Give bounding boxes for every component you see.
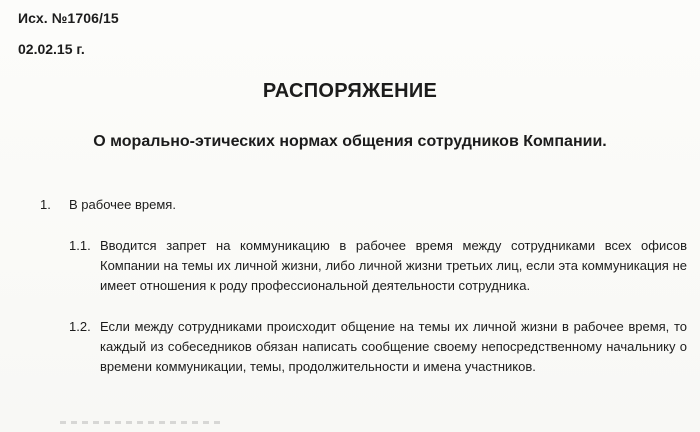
outgoing-ref-number: Исх. №1706/15 [18,10,119,26]
section-item-1-1 [69,236,687,296]
section-item-1-2-number: 1.2. [69,319,91,334]
section-item-1-2-text: Если между сотрудниками происходит общение на темы их личной жизни в рабочее время, то каждый из собеседников обязан написать сообщение своему непосредственному начальнику о времени коммуникации, темы, продолжительности и имена участников. [100,319,687,374]
section-1-number: 1. [40,197,51,212]
section-1 [40,197,176,212]
cropped-next-line [60,421,220,424]
document-date: 02.02.15 г. [18,41,85,57]
section-item-1-1-number: 1.1. [69,238,91,253]
section-item-1-2 [69,317,687,377]
section-item-1-1-text: Вводится запрет на коммуникацию в рабочее время между сотрудниками всех офисов Компании на темы их личной жизни, либо личной жизни третьих лиц, если эта коммуникация не имеет отношения к роду профессиональной деятельности сотрудника. [100,238,687,293]
document-title: РАСПОРЯЖЕНИЕ [262,80,438,102]
document-subtitle: О морально-этических нормах общения сотрудников Компании. [93,133,607,150]
section-1-text: В рабочее время. [69,197,176,212]
